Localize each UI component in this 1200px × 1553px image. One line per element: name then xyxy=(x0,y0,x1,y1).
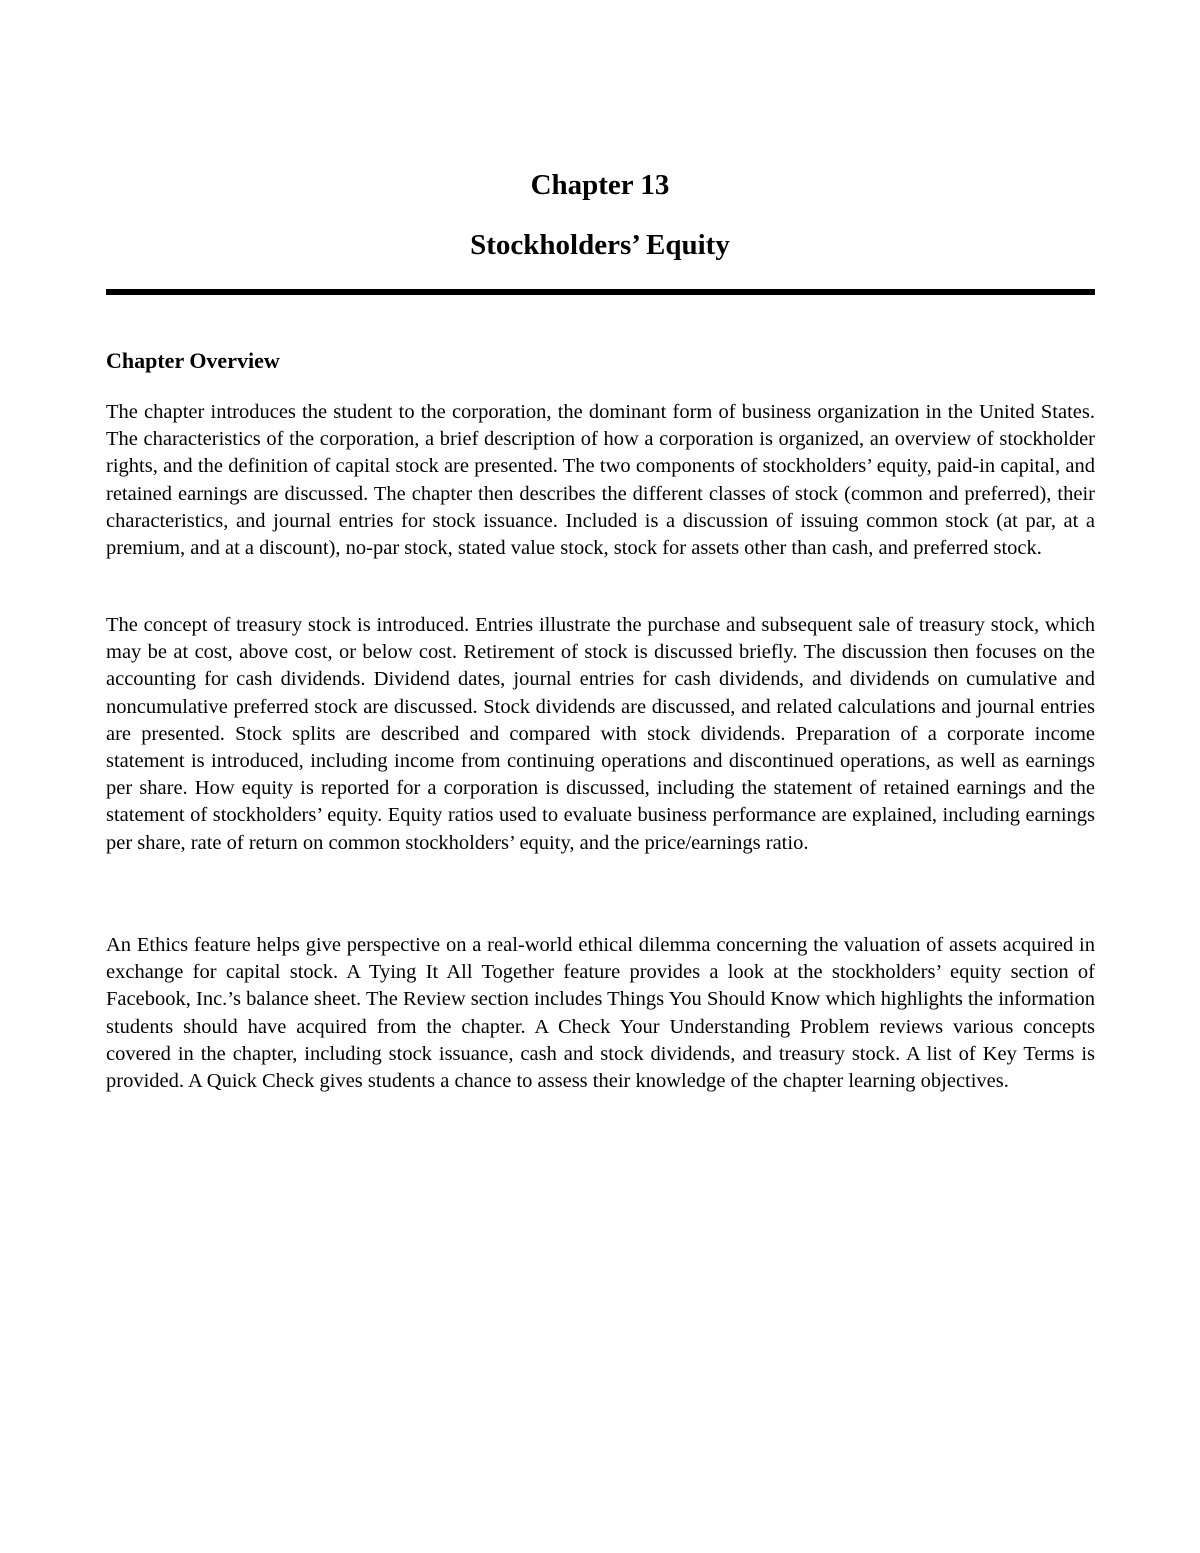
overview-paragraph-1: The chapter introduces the student to the corporation, the dominant form of business organization in the United States. The characteristics of the corporation, a brief description of how a corporation is organized, an overview of stockholder rights, and the definition of capital stock are presented. The two components of stockholders’ equity, paid-in capital, and retained earnings are discussed. The chapter then describes the different classes of stock (common and preferred), their characteristics, and journal entries for stock issuance. Included is a discussion of issuing common stock (at par, at a premium, and at a discount), no-par stock, stated value stock, stock for assets other than cash, and preferred stock. xyxy=(106,401,1095,560)
overview-paragraph-2: The concept of treasury stock is introduced. Entries illustrate the purchase and subsequent sale of treasury stock, which may be at cost, above cost, or below cost. Retirement of stock is discussed briefly. The discussion then focuses on the accounting for cash dividends. Dividend dates, journal entries for cash dividends, and dividends on cumulative and noncumulative preferred stock are discussed. Stock dividends are discussed, and related calculations and journal entries are presented. Stock splits are described and compared with stock dividends. Preparation of a corporate income statement is introduced, including income from continuing operations and discontinued operations, as well as earnings per share. How equity is reported for a corporation is discussed, including the statement of retained earnings and the statement of stockholders’ equity. Equity ratios used to evaluate business performance are explained, including earnings per share, rate of return on common stockholders’ equity, and the price/earnings ratio. xyxy=(106,614,1095,854)
overview-paragraph-3: An Ethics feature helps give perspective on a real-world ethical dilemma concerning the valuation of assets acquired in exchange for capital stock. A Tying It All Together feature provides a look at the stockholders’ equity section of Facebook, Inc.’s balance sheet. The Review section includes Things You Should Know which highlights the information students should have acquired from the chapter. A Check Your Understanding Problem reviews various concepts covered in the chapter, including stock issuance, cash and stock dividends, and treasury stock. A list of Key Terms is provided. A Quick Check gives students a chance to assess their knowledge of the chapter learning objectives. xyxy=(106,934,1095,1093)
section-heading: Chapter Overview xyxy=(106,348,280,373)
chapter-number: Chapter 13 xyxy=(530,169,670,201)
horizontal-rule xyxy=(106,289,1095,295)
chapter-title: Stockholders’ Equity xyxy=(470,229,730,261)
